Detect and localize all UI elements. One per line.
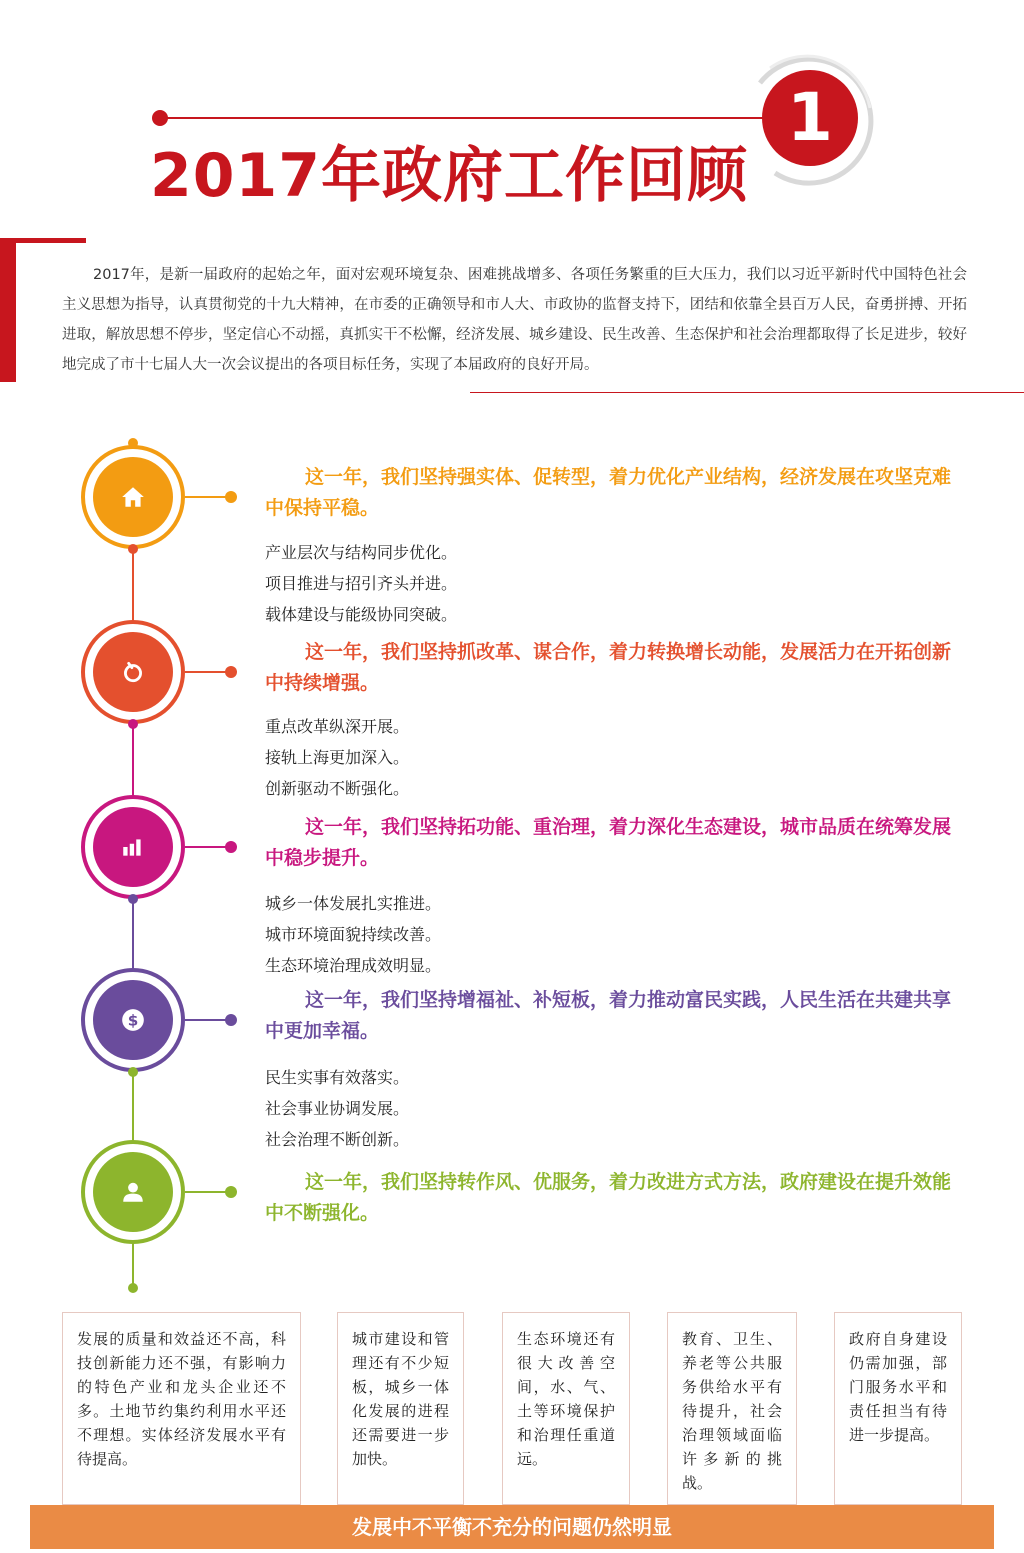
conclusion-banner: 发展中不平衡不充分的问题仍然明显 [30, 1505, 994, 1549]
timeline-item-list [265, 537, 865, 630]
dollar-icon [120, 1007, 146, 1033]
intro-paragraph: 2017年，是新一届政府的起始之年，面对宏观环境复杂、困难挑战增多、各项任务繁重的巨大压力，我们以习近平新时代中国特色社会主义思想为指导，认真贯彻党的十九大精神，在市委的正确领导和市人大、市政协的监督支持下，团结和依靠全县百万人民，奋勇拼搏、开拓进取，解放思想不停步，坚定信心不动摇，真抓实干不松懈，经济发展、城乡建设、民生改善、生态保护和社会治理都取得了长足进步，较好地完成了市十七届人大一次会议提出的各项目标任务，实现了本届政府的良好开局。 [62, 267, 967, 373]
timeline-pointer-dot [225, 666, 237, 678]
timeline-dot [128, 1067, 138, 1077]
title-rule [160, 117, 790, 119]
timeline-end-dot [128, 1283, 138, 1293]
list-item: 社会治理不断创新。 [265, 1130, 410, 1149]
timeline-headline: 这一年，我们坚持拓功能、重治理，着力深化生态建设，城市品质在统筹发展中稳步提升。 [265, 816, 952, 869]
timeline-pointer [185, 671, 229, 673]
list-item: 生态环境治理成效明显。 [265, 956, 442, 975]
list-item: 接轨上海更加深入。 [265, 748, 410, 767]
timeline-headline: 这一年，我们坚持转作风、优服务，着力改进方式方法，政府建设在提升效能中不断强化。 [265, 1171, 952, 1224]
timeline-icon-circle [93, 807, 173, 887]
problem-box-urban: 城市建设和管理还有不少短板，城乡一体化发展的进程还需要进一步加快。 [337, 1312, 464, 1505]
timeline-pointer-dot [225, 491, 237, 503]
timeline-headline: 这一年，我们坚持抓改革、谋合作，着力转换增长动能，发展活力在开拓创新中持续增强。 [265, 641, 952, 694]
timeline-pointer-dot [225, 1186, 237, 1198]
timeline-item-list [265, 888, 865, 981]
timeline-pointer [185, 496, 229, 498]
list-item: 项目推进与招引齐头并进。 [265, 574, 458, 593]
list-item: 城市环境面貌持续改善。 [265, 925, 442, 944]
section-number-badge: 1 [762, 70, 858, 166]
list-item: 民生实事有效落实。 [265, 1068, 410, 1087]
timeline-icon-circle [93, 980, 173, 1060]
list-item: 创新驱动不断强化。 [265, 779, 410, 798]
timeline-pointer [185, 1019, 229, 1021]
timeline-dot [128, 719, 138, 729]
timeline-icon-circle [93, 457, 173, 537]
bar-chart-icon [120, 834, 146, 860]
title-dot [152, 110, 168, 126]
problem-box-ecology: 生态环境还有很大改善空间，水、气、土等环境保护和治理任重道远。 [502, 1312, 630, 1505]
list-item: 城乡一体发展扎实推进。 [265, 894, 442, 913]
problem-box-services: 教育、卫生、养老等公共服务供给水平有待提升，社会治理领域面临许多新的挑战。 [667, 1312, 797, 1505]
timeline-icon-circle [93, 632, 173, 712]
list-item: 产业层次与结构同步优化。 [265, 543, 458, 562]
timeline-icon-circle [93, 1152, 173, 1232]
problem-box-government: 政府自身建设仍需加强，部门服务水平和责任担当有待进一步提高。 [834, 1312, 962, 1505]
timeline-pointer-dot [225, 841, 237, 853]
page-title: 2017年政府工作回顾 [150, 141, 748, 211]
list-item: 社会事业协调发展。 [265, 1099, 410, 1118]
timeline-dot [128, 544, 138, 554]
intro-divider [470, 392, 1024, 393]
timeline-dot [128, 894, 138, 904]
list-item: 重点改革纵深开展。 [265, 717, 410, 736]
list-item: 载体建设与能级协同突破。 [265, 605, 458, 624]
timeline-item-list [265, 711, 865, 804]
home-icon [120, 484, 146, 510]
person-icon [120, 1179, 146, 1205]
timeline-pointer-dot [225, 1014, 237, 1026]
problem-box-quality: 发展的质量和效益还不高，科技创新能力还不强，有影响力的特色产业和龙头企业还不多。土地节约集约利用水平还不理想。实体经济发展水平有待提高。 [62, 1312, 301, 1505]
timeline-pointer [185, 1191, 229, 1193]
timeline-item-list [265, 1062, 865, 1155]
timeline-pointer [185, 846, 229, 848]
timeline-headline: 这一年，我们坚持强实体、促转型，着力优化产业结构，经济发展在攻坚克难中保持平稳。 [265, 466, 952, 519]
intro-accent-bar [0, 238, 16, 382]
intro-accent-top [16, 238, 86, 243]
power-icon [120, 659, 146, 685]
svg-text:$: $ [127, 1011, 139, 1030]
timeline-headline: 这一年，我们坚持增福祉、补短板，着力推动富民实践，人民生活在共建共享中更加幸福。 [265, 989, 952, 1042]
